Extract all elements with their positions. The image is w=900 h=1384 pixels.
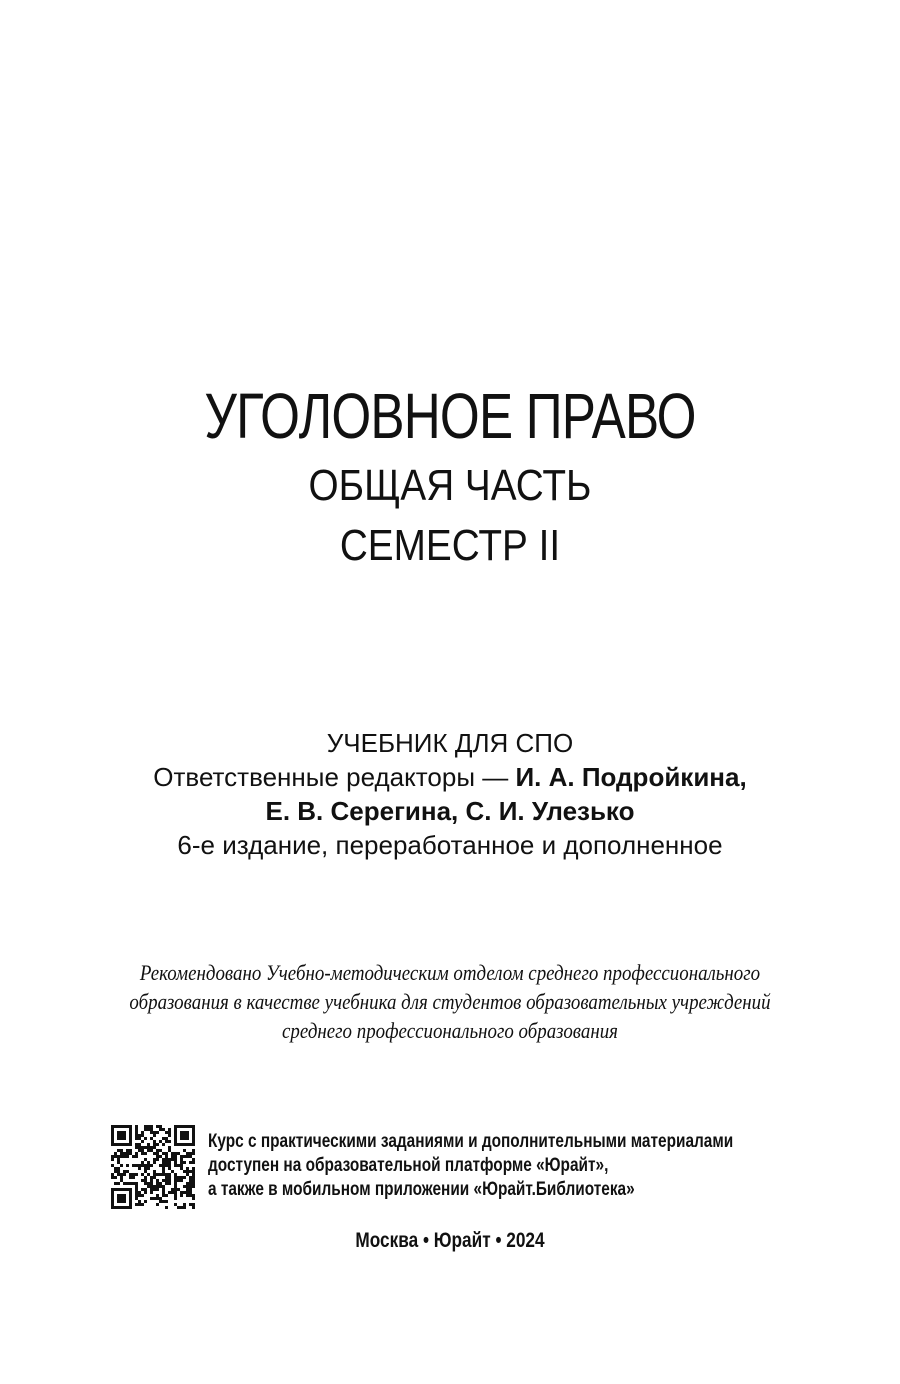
editors-prefix: Ответственные редакторы — <box>153 762 516 792</box>
editor-names-second: Е. В. Серегина, С. И. Улезько <box>265 796 635 826</box>
imprint: Москва • Юрайт • 2024 <box>355 1229 545 1252</box>
course-note-line: доступен на образовательной платформе «Юрайт», <box>208 1155 609 1176</box>
course-note-line: Курс с практическими заданиями и дополнительными материалами <box>208 1131 734 1152</box>
recommendation-line: Рекомендовано Учебно-методическим отделом среднего профессионального <box>139 960 761 985</box>
edition-note: 6-е издание, переработанное и дополненное <box>177 830 723 860</box>
qr-code-icon[interactable] <box>111 1125 195 1209</box>
book-subtitle-semester: СЕМЕСТР II <box>339 521 561 570</box>
book-subtitle-part: ОБЩАЯ ЧАСТЬ <box>308 461 592 510</box>
recommendation-line: образования в качестве учебника для студентов образовательных учреждений <box>129 989 771 1014</box>
book-title: УГОЛОВНОЕ ПРАВО <box>204 380 696 452</box>
editor-names-first: И. А. Подройкина, <box>515 762 747 792</box>
book-type: УЧЕБНИК ДЛЯ СПО <box>326 728 574 758</box>
editors-line <box>0 760 900 794</box>
course-note-line: а также в мобильном приложении «Юрайт.Библиотека» <box>208 1179 635 1200</box>
recommendation-line: среднего профессионального образования <box>282 1018 618 1043</box>
